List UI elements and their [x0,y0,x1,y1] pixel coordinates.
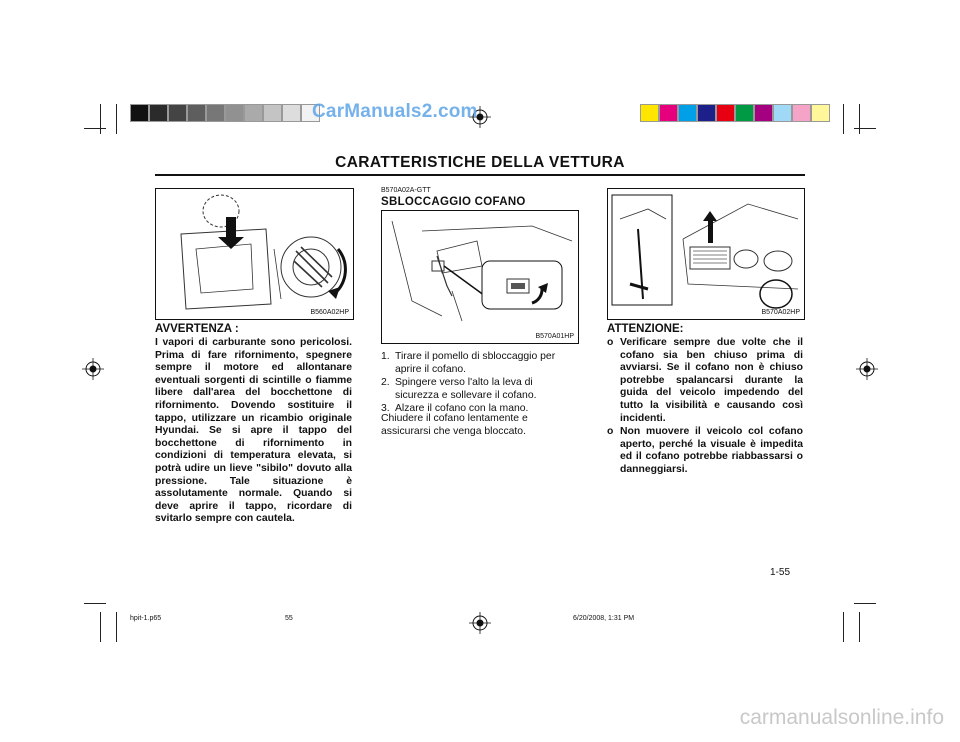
warning-text: I vapori di carburante sono pericolosi. Prima di fare rifornimento, spegnere sempre il motore ed allontanare eventuali sorgenti di scintille o fiamme libere dall'area del bocchettone di rifornimento. Dovendo sostituire il tappo, utilizzare un ricambio originale Hyundai. Se si apre il tappo del bocchettone di rifornimento in condizioni di temperatura elevata, si potrà udire un lieve "sibilo" dovuto alla pressione. Tale situazione è assolutamente normale. Quando si deve aprire il tappo, ricordare di svitarlo sempre con cautela. [155,337,352,525]
step-number: 2. [381,377,390,389]
list-item [381,351,577,376]
car-hood-illustration [608,189,804,319]
color-swatch [697,104,716,122]
color-swatch [640,104,659,122]
list-item [381,377,577,402]
registration-mark-icon [82,358,104,380]
gray-swatch [263,104,282,122]
bullet-text: Non muovere il veicolo col cofano aperto, perché la visuale è impedita ed il cofano potrebbe riabbassarsi o danneggiarsi. [620,426,803,475]
color-swatch [735,104,754,122]
color-swatch [659,104,678,122]
hood-release-illustration [382,211,578,343]
color-calibration-bar [640,104,830,122]
hood-release-figure [381,210,579,344]
footer-date: 6/20/2008, 1:31 PM [573,615,635,622]
watermark-bottom: carmanualsonline.info [739,706,944,729]
step-number: 1. [381,351,390,362]
figure-code: B570A01HP [535,333,574,340]
gray-swatch [206,104,225,122]
color-swatch [678,104,697,122]
color-swatch [754,104,773,122]
bullet-text: Verificare sempre due volte che il cofano sia ben chiuso prima di avviarsi. Se il cofano non è chiuso potrebbe spalancarsi durante la guida del veicolo impedendo del tutto la visibilità e causando così incidenti. [620,337,803,424]
page-title: CARATTERISTICHE DELLA VETTURA [335,154,625,171]
bullet: o [607,426,614,438]
color-swatch [811,104,830,122]
list-item [607,337,803,425]
attention-list [607,337,803,478]
steps-list [381,351,577,417]
step-text: Alzare il cofano con la mano. [395,403,529,415]
section-title: SBLOCCAGGIO COFANO [381,196,526,208]
warning-heading: AVVERTENZA : [155,323,239,335]
step-number: 3. [381,403,390,415]
list-item [607,426,803,476]
footer-page: 55 [285,615,293,622]
closing-text: Chiudere il cofano lentamente e assicurarsi che venga bloccato. [381,413,528,437]
gray-swatch [130,104,149,122]
gray-swatch [168,104,187,122]
fuel-cap-illustration [156,189,353,319]
gray-swatch [187,104,206,122]
gray-swatch [149,104,168,122]
footer-file: hpit-1.p65 [130,615,162,622]
registration-mark-icon [856,358,878,380]
page-number: 1-55 [770,567,791,578]
watermark-top: CarManuals2.com [312,101,478,122]
title-rule [155,174,805,176]
gray-calibration-bar [130,104,320,122]
color-swatch [773,104,792,122]
section-code: B570A02A-GTT [381,187,431,194]
fuel-filler-figure [155,188,354,320]
gray-swatch [244,104,263,122]
hood-prop-figure [607,188,805,320]
gray-swatch [225,104,244,122]
attention-heading: ATTENZIONE: [607,323,684,335]
step-text: Tirare il pomello di sbloccaggio per aprire il cofano. [395,351,556,375]
color-swatch [716,104,735,122]
registration-mark-icon [469,612,491,634]
gray-swatch [282,104,301,122]
color-swatch [792,104,811,122]
bullet: o [607,337,614,348]
figure-code: B570A02HP [761,309,800,316]
step-text: Spingere verso l'alto la leva di sicurezza e sollevare il cofano. [395,377,537,401]
figure-code: B560A02HP [310,309,349,316]
